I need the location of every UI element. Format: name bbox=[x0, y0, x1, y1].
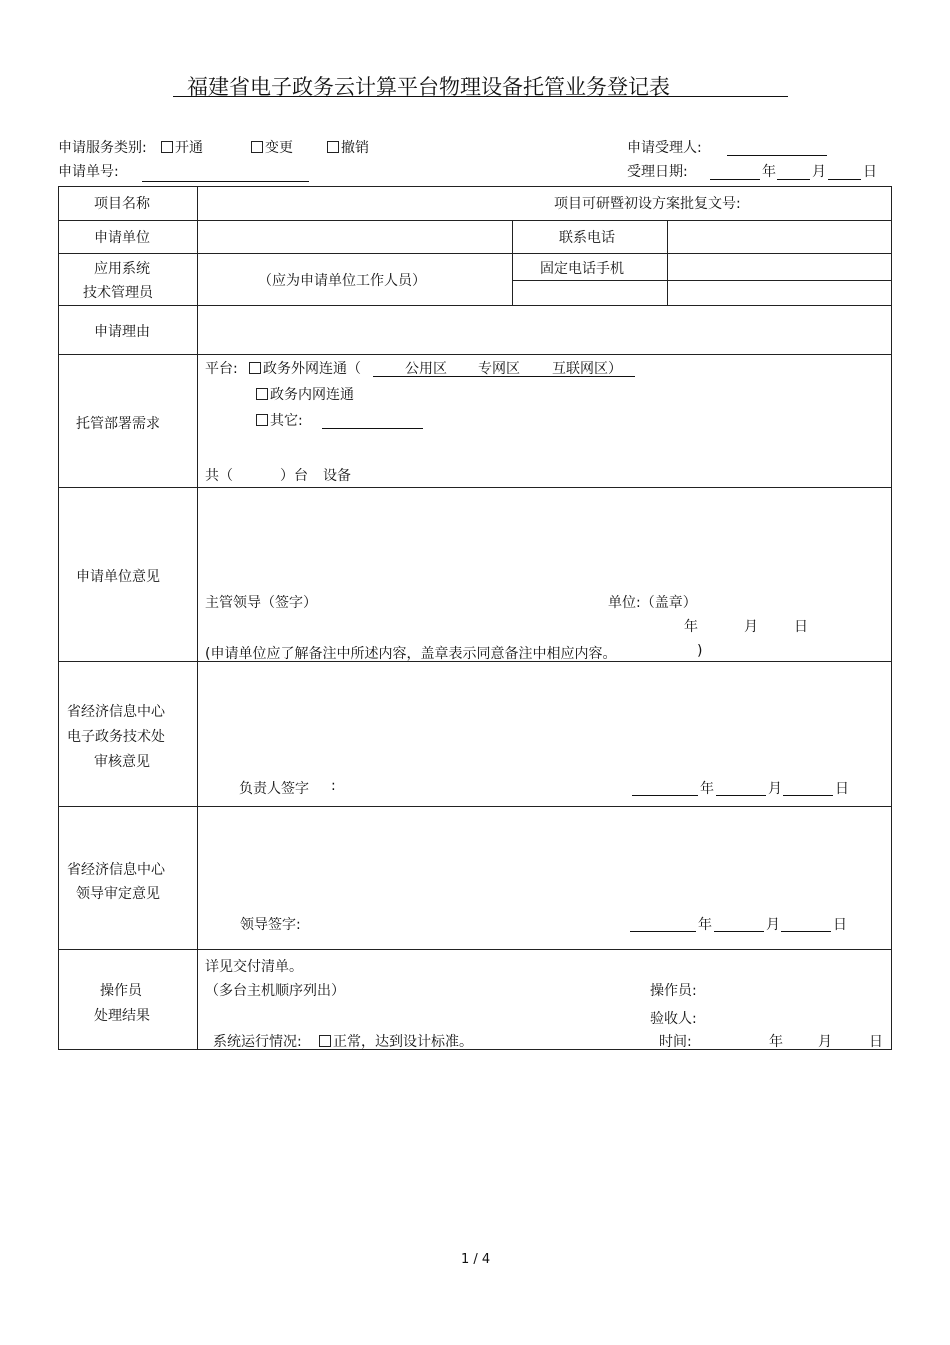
unit-date-day: 日 bbox=[794, 619, 808, 635]
center-leader-label-1: 省经济信息中心 bbox=[67, 862, 165, 878]
time-day-label: 日 bbox=[869, 1034, 883, 1050]
operator-label-1: 操作员 bbox=[100, 983, 142, 999]
unit-note: (申请单位应了解备注中所述内容，盖章表示同意备注中相应内容。 bbox=[205, 646, 617, 662]
sys-status-prefix: 系统运行情况: bbox=[213, 1034, 302, 1050]
leader-month-label: 月 bbox=[766, 917, 780, 933]
zone-public: 公用区 bbox=[405, 361, 447, 377]
total-device: 设备 bbox=[323, 468, 351, 484]
unit-seal-label: 单位:（盖章） bbox=[608, 595, 697, 611]
option-cancel[interactable]: 撤销 bbox=[327, 137, 369, 157]
leader-sign2-label: 领导签字: bbox=[240, 917, 301, 933]
option-sys-normal[interactable]: 正常，达到设计标准。 bbox=[319, 1031, 473, 1051]
center-leader-label-2: 领导审定意见 bbox=[76, 886, 160, 902]
admin-note: （应为申请单位工作人员） bbox=[258, 273, 426, 289]
leader-year-label: 年 bbox=[698, 917, 712, 933]
approval-no-label: 项目可研暨初设方案批复文号: bbox=[554, 196, 741, 212]
unit-note-close: ) bbox=[697, 643, 703, 659]
center-review-label-2: 电子政务技术处 bbox=[67, 729, 165, 745]
unit-opinion-label: 申请单位意见 bbox=[76, 569, 160, 585]
center-review-label-1: 省经济信息中心 bbox=[67, 704, 165, 720]
service-type-label: 申请服务类别: bbox=[58, 140, 147, 156]
sys-admin-label-2: 技术管理员 bbox=[83, 285, 153, 301]
option-change[interactable]: 变更 bbox=[251, 137, 293, 157]
reason-label: 申请理由 bbox=[94, 324, 150, 340]
applicant-unit-field[interactable] bbox=[199, 222, 510, 252]
unit-date-year: 年 bbox=[684, 619, 698, 635]
mobile-field[interactable] bbox=[669, 282, 889, 304]
page-number: 1 / 4 bbox=[461, 1252, 491, 1267]
contact-phone-field[interactable] bbox=[669, 222, 889, 252]
landline-field[interactable] bbox=[669, 255, 889, 279]
review-year-field[interactable] bbox=[632, 795, 698, 796]
checkbox-change[interactable] bbox=[251, 141, 263, 153]
accept-year-field[interactable] bbox=[710, 179, 760, 180]
multi-host-text: （多台主机顺序列出） bbox=[205, 983, 345, 999]
accept-month-field[interactable] bbox=[777, 179, 810, 180]
responsible-sign-colon: : bbox=[331, 778, 336, 794]
leader-sign-label: 主管领导（签字） bbox=[205, 595, 317, 611]
receiver-label: 申请受理人: bbox=[627, 140, 702, 156]
leader-day-label: 日 bbox=[833, 917, 847, 933]
checkbox-intranet[interactable] bbox=[256, 388, 268, 400]
option-extranet[interactable]: 政务外网连通（ bbox=[249, 358, 361, 378]
order-no-label: 申请单号: bbox=[58, 164, 119, 180]
order-no-field[interactable] bbox=[142, 181, 309, 182]
center-leader-field[interactable] bbox=[199, 808, 889, 904]
total-unit: ）台 bbox=[280, 468, 308, 484]
accept-month-label: 月 bbox=[812, 164, 826, 180]
checkbox-open[interactable] bbox=[161, 141, 173, 153]
review-month-label: 月 bbox=[768, 781, 782, 797]
unit-date-month: 月 bbox=[744, 619, 758, 635]
device-count-field[interactable] bbox=[232, 463, 278, 483]
accept-date-label: 受理日期: bbox=[627, 164, 688, 180]
operator-label-2: 处理结果 bbox=[94, 1008, 150, 1024]
other-field[interactable] bbox=[322, 428, 423, 429]
checkbox-cancel[interactable] bbox=[327, 141, 339, 153]
time-year-label: 年 bbox=[769, 1034, 783, 1050]
option-other[interactable]: 其它: bbox=[256, 410, 303, 430]
time-month-label: 月 bbox=[818, 1034, 832, 1050]
option-open[interactable]: 开通 bbox=[161, 137, 203, 157]
review-day-field[interactable] bbox=[783, 795, 833, 796]
title-underline bbox=[173, 96, 788, 97]
see-list-text: 详见交付清单。 bbox=[205, 959, 303, 975]
time-label: 时间: bbox=[659, 1034, 692, 1050]
leader-month-field[interactable] bbox=[714, 931, 764, 932]
option-intranet[interactable]: 政务内网连通 bbox=[256, 384, 354, 404]
unit-opinion-field[interactable] bbox=[199, 489, 889, 584]
zone-private: 专网区 bbox=[478, 361, 520, 377]
total-prefix: 共（ bbox=[205, 468, 233, 484]
leader-year-field[interactable] bbox=[630, 931, 696, 932]
contact-phone-label: 联系电话 bbox=[559, 230, 615, 246]
leader-day-field[interactable] bbox=[781, 931, 831, 932]
checkbox-extranet[interactable] bbox=[249, 362, 261, 374]
platform-label: 平台: bbox=[205, 361, 238, 377]
project-name-label: 项目名称 bbox=[94, 196, 150, 212]
zone-internet: 互联网区） bbox=[552, 361, 622, 377]
center-review-field[interactable] bbox=[199, 663, 889, 768]
responsible-sign-label: 负责人签字 bbox=[239, 781, 309, 797]
review-year-label: 年 bbox=[700, 781, 714, 797]
phone-types-label: 固定电话手机 bbox=[540, 261, 624, 277]
form-title: 福建省电子政务云计算平台物理设备托管业务登记表 bbox=[187, 75, 670, 99]
operator-field-label: 操作员: bbox=[650, 983, 697, 999]
accept-year-label: 年 bbox=[762, 164, 776, 180]
deploy-label: 托管部署需求 bbox=[76, 416, 160, 432]
sys-admin-label-1: 应用系统 bbox=[94, 261, 150, 277]
center-review-label-3: 审核意见 bbox=[94, 754, 150, 770]
checkbox-sys-normal[interactable] bbox=[319, 1035, 331, 1047]
review-day-label: 日 bbox=[835, 781, 849, 797]
reason-field[interactable] bbox=[199, 307, 889, 353]
zone-underline bbox=[373, 376, 635, 377]
applicant-unit-label: 申请单位 bbox=[94, 230, 150, 246]
review-month-field[interactable] bbox=[716, 795, 766, 796]
accept-day-field[interactable] bbox=[828, 179, 861, 180]
accept-day-label: 日 bbox=[863, 164, 877, 180]
receiver-field[interactable] bbox=[727, 155, 827, 156]
acceptor-field-label: 验收人: bbox=[650, 1011, 697, 1027]
checkbox-other[interactable] bbox=[256, 414, 268, 426]
